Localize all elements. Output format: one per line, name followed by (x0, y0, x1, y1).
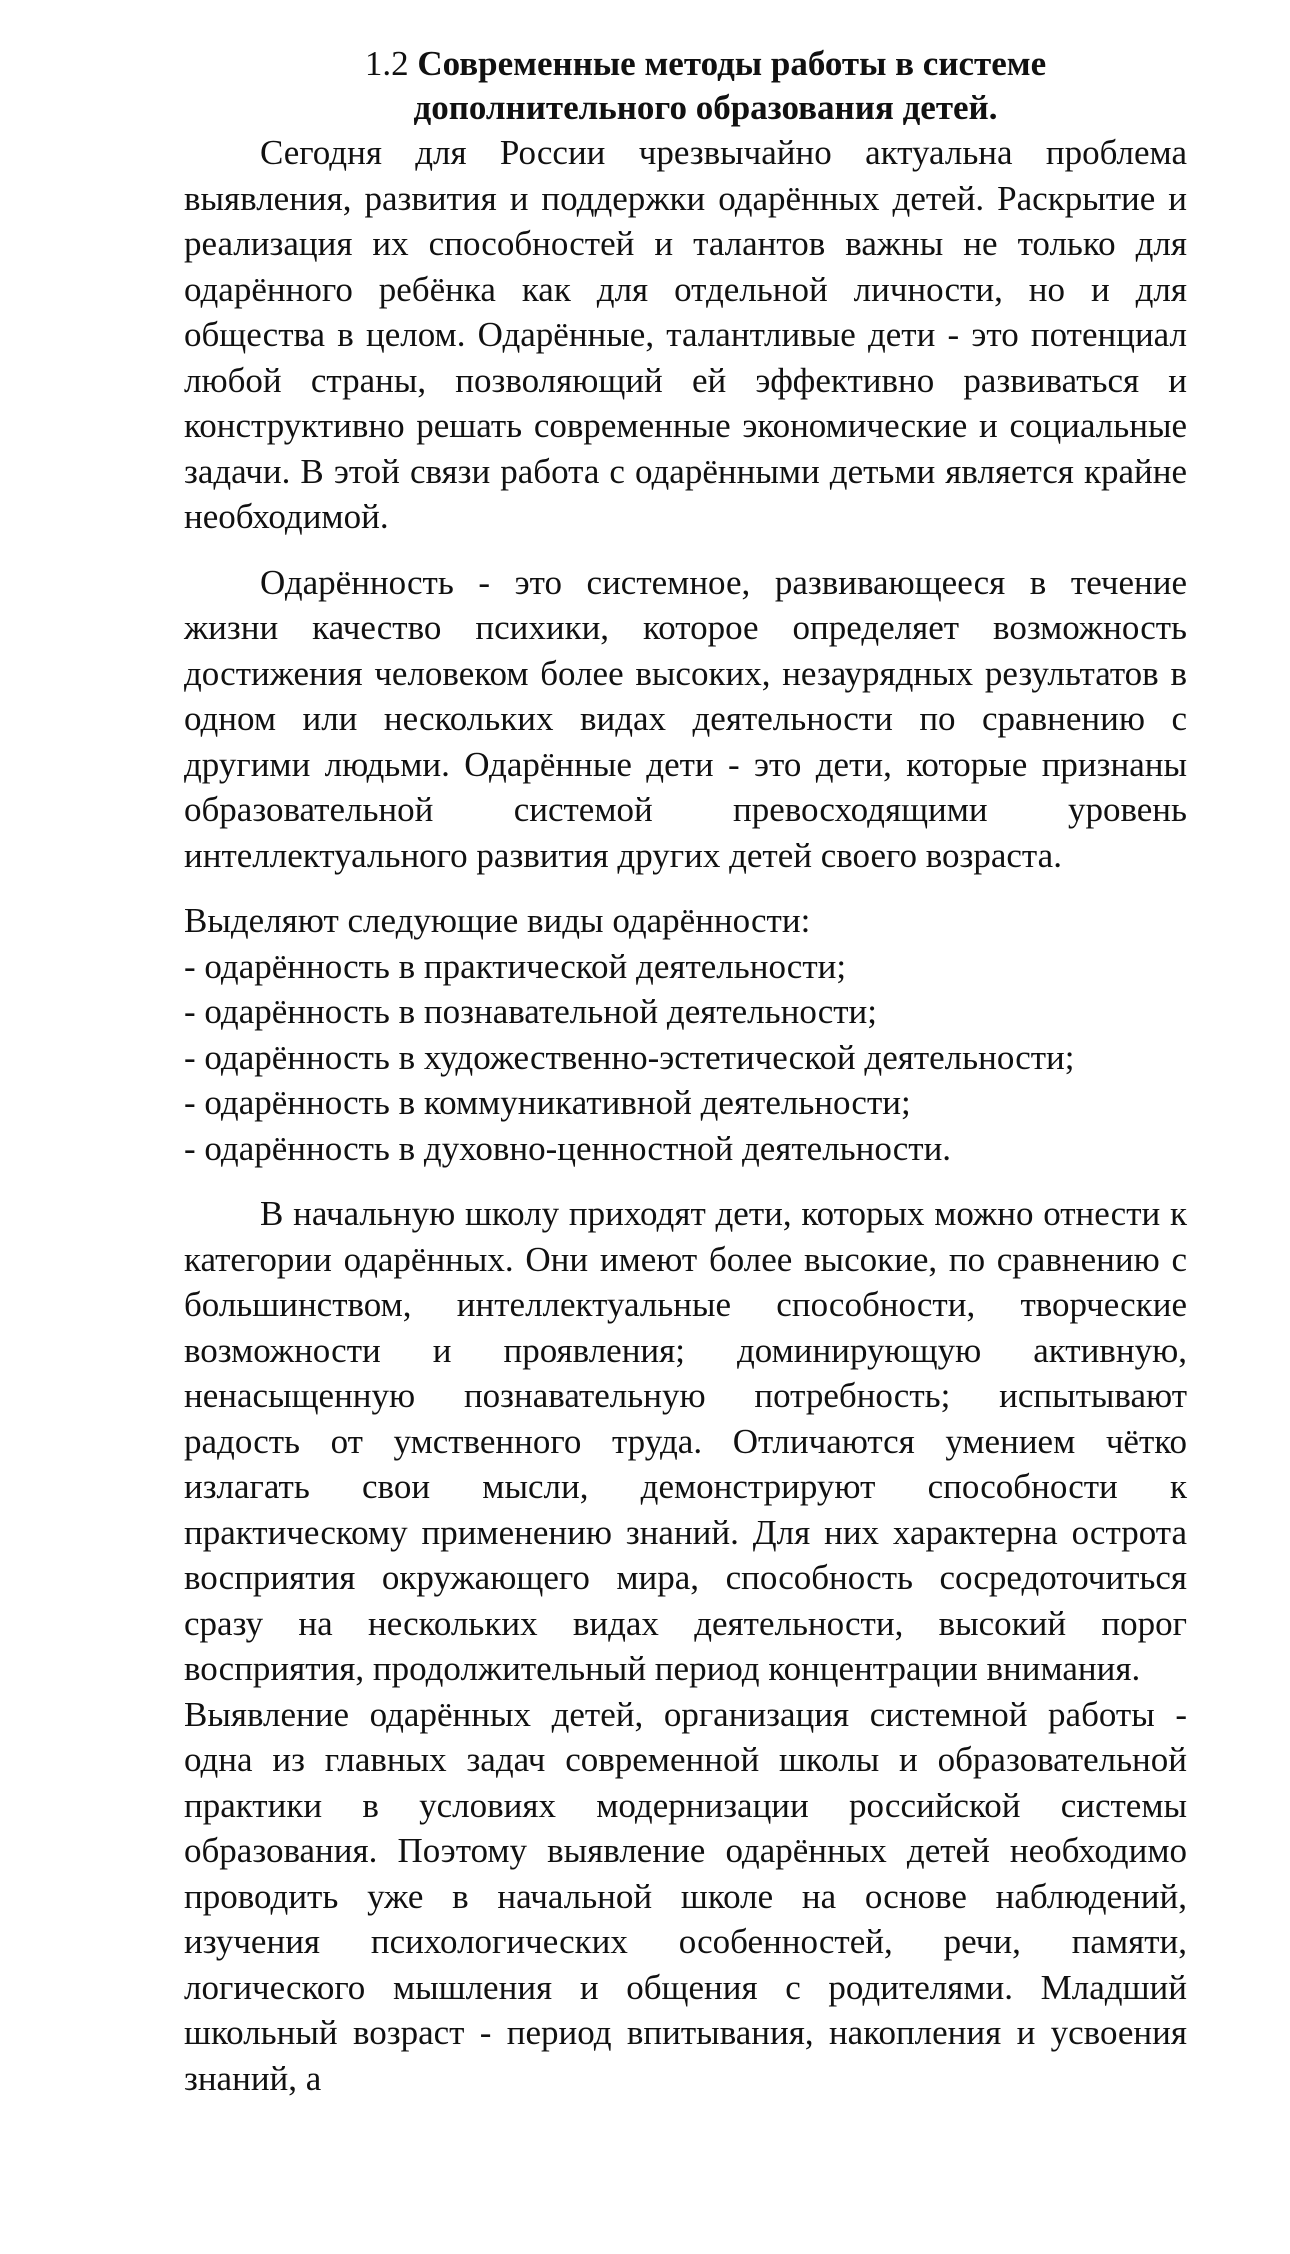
list-item: - одарённость в художественно-эстетической деятельности; (184, 1037, 1075, 1077)
list-item: - одарённость в познавательной деятельности; (184, 992, 877, 1031)
list-item: - одарённость в практической деятельности; (184, 946, 847, 986)
list-item: - одарённость в коммуникативной деятельности; (184, 1083, 911, 1122)
section-number: 1.2 (364, 44, 409, 83)
section-title-line2: дополнительного образования детей. (413, 88, 998, 127)
paragraph-2: Одарённость - это системное, развивающееся в течение жизни качество психики, которое определяет возможность достижения человеком более высоких, незаурядных результатов в одном или нескольких видах деятельности по сравнению с другими людьми. Одарённые дети - это дети, которые признаны образовательной системой превосходящими уровень интеллектуального развития других детей своего возраста. (184, 562, 1187, 875)
section-heading (184, 42, 1187, 130)
paragraph-3: В начальную школу приходят дети, которых можно отнести к категории одарённых. Они имеют более высокие, по сравнению с большинством, интеллектуальные способности, творческие возможности и проявления; доминирующую активную, ненасыщенную познавательную потребность; испытывают радость от умственного труда. Отличаются умением чётко излагать свои мысли, демонстрируют способности к практическому применению знаний. Для них характерна острота восприятия окружающего мира, способность сосредоточиться сразу на нескольких видах деятельности, высокий порог восприятия, продолжительный период концентрации внимания. (184, 1194, 1187, 1688)
section-title-line1: Современные методы работы в системе (417, 44, 1047, 83)
paragraph-4: Выявление одарённых детей, организация системной работы - одна из главных задач современной школы и образовательной практики в условиях модернизации российской системы образования. Поэтому выявление одарённых детей необходимо проводить уже в начальной школе на основе наблюдений, изучения психологических особенностей, речи, памяти, логического мышления и общения с родителями. Младший школьный возраст - период впитывания, накопления и усвоения знаний, а (184, 1694, 1187, 2098)
paragraph-1: Сегодня для России чрезвычайно актуальна проблема выявления, развития и поддержки одарённых детей. Раскрытие и реализация их способностей и талантов важны не только для одарённого ребёнка как для отдельной личности, но и для общества в целом. Одарённые, талантливые дети - это потенциал любой страны, позволяющий ей эффективно развиваться и конструктивно решать современные экономические и социальные задачи. В этой связи работа с одарёнными детьми является крайне необходимой. (184, 133, 1187, 536)
list-item: - одарённость в духовно-ценностной деятельности. (184, 1128, 952, 1168)
document-page (184, 42, 1187, 2101)
giftedness-types-intro: Выделяют следующие виды одарённости: (184, 901, 811, 940)
giftedness-types-list (184, 944, 1187, 1172)
